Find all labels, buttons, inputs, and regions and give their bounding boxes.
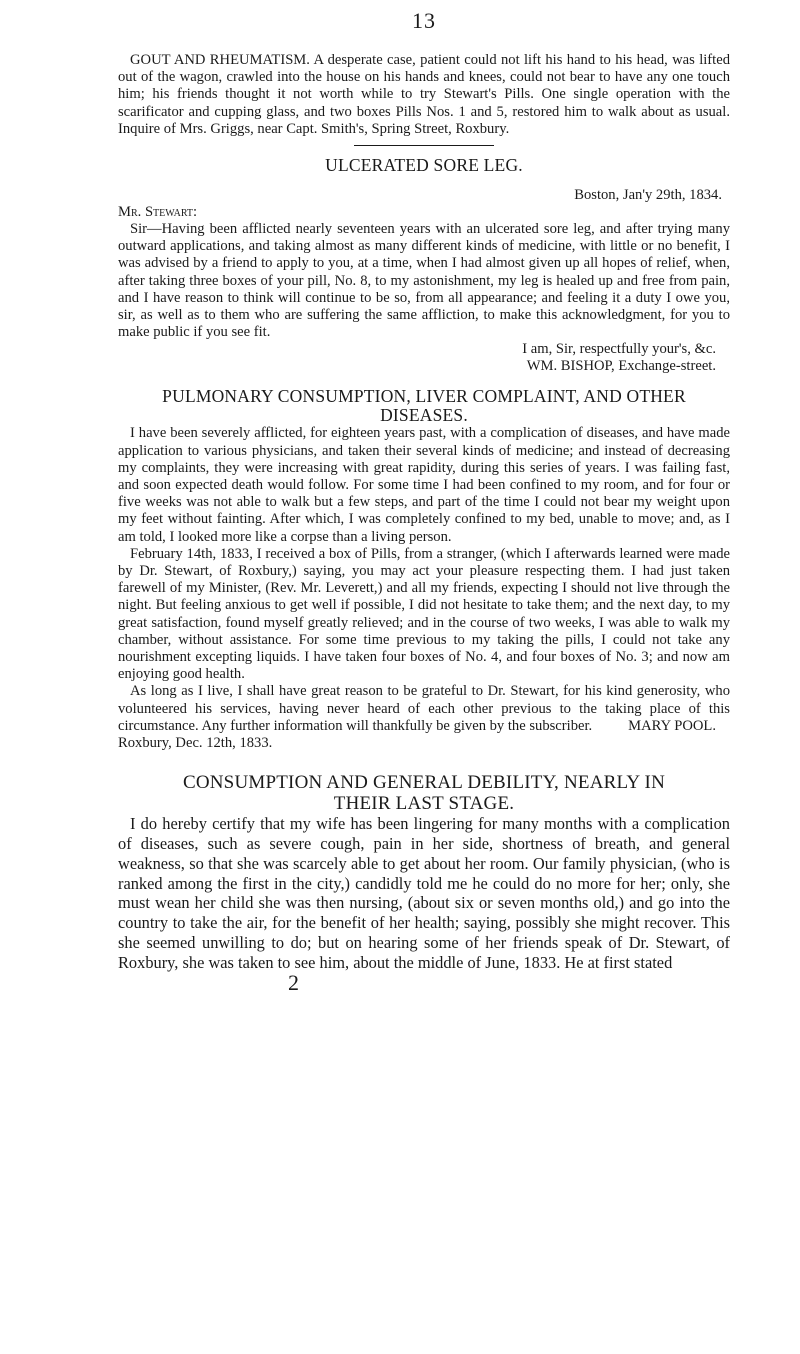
ulcer-salutation: Mr. Stewart: <box>118 204 198 221</box>
pulmonary-para-2: February 14th, 1833, I received a box of Pills, from a stranger, (which I afterwards learned were made by Dr. Stewart, of Roxbury,) saying, you may act your pleasure respecting them. I had just taken farewell of my Minister, (Rev. Mr. Leverett,) and all my friends, expecting I should not live through the night. But feeling anxious to get well if possible, I did not hesitate to take them; and the next day, to my great satisfaction, found myself greatly relieved; and in the course of two weeks, I was able to walk my chamber, without assistance. For some time previous to my taking the pills, I could not take any nourishment excepting liquids. I have taken four boxes of No. 4, and four boxes of No. 3; and now am enjoying good health. <box>118 545 730 683</box>
ulcer-dateline: Boston, Jan'y 29th, 1834. <box>574 187 722 204</box>
section-divider <box>354 145 494 146</box>
gout-testimonial <box>118 52 730 138</box>
pulmonary-para-3 <box>118 683 730 735</box>
ulcer-heading: ULCERATED SORE LEG. <box>325 155 523 176</box>
consumption-heading-line1: CONSUMPTION AND GENERAL DEBILITY, NEARLY IN <box>182 772 666 794</box>
page-number: 13 <box>412 8 436 33</box>
pulmonary-para-3-text: As long as I live, I shall have great reason to be grateful to Dr. Stewart, for his kind generosity, who volunteered his services, having never heard of each other previous to the taking place of this circumstance. Any further information will thankfully be given by the subscriber. <box>118 683 730 734</box>
signature-mark: 2 <box>288 969 299 995</box>
gout-title: GOUT AND RHEUMATISM. <box>130 52 310 68</box>
spacer <box>118 175 730 187</box>
gout-body: A desperate case, patient could not lift his hand to his head, was lifted out of the wagon, crawled into the house on his hands and knees, could not bear to have any one touch him; his friends thought it not worth while to try Stewart's Pills. One single operation with the scarificator and cupping glass, and two boxes Pills Nos. 1 and 5, restored him to walk about as usual. Inquire of Mrs. Griggs, near Capt. Smith's, Spring Street, Roxbury. <box>118 52 730 137</box>
pulmonary-signature: MARY POOL. <box>628 717 716 734</box>
pulmonary-heading-line2: DISEASES. <box>380 405 468 426</box>
pulmonary-para-1: I have been severely afflicted, for eighteen years past, with a complication of diseases, and have made application to various physicians, and taken their several kinds of medicine; and instead of decreasing my complaints, they were increasing with great rapidity, during this series of years. I was failing fast, and soon expected death would follow. For some time I had been confined to my room, and for four or five weeks was not able to walk but a few steps, and part of the time I could not bear my weight upon my feet without fainting. After which, I was completely confined to my bed, unable to move; and, as I am told, I looked more like a corpse than a living person. <box>118 425 730 545</box>
consumption-heading-line2: THEIR LAST STAGE. <box>333 793 515 815</box>
ulcer-body: Sir—Having been afflicted nearly seventeen years with an ulcerated sore leg, and after trying many outward applications, and taking almost as many different kinds of medicine, with little or no benefit, I was advised by a friend to apply to you, at a time, when I had almost given up all hopes of relief, when, after taking three boxes of your pill, No. 8, to my astonishment, my leg is healed up and free from pain, and I have reason to think will continue to be so, from all appearance; and feeling it a duty I owe you, sir, as well as to them who are suffering the same affliction, to make this acknowledgment, for you to make public if you see fit. <box>118 221 730 341</box>
consumption-body: I do hereby certify that my wife has been lingering for many months with a complication of diseases, such as severe cough, pain in her side, shortness of breath, and general weakness, so that she was scarcely able to get about her room. Our family physician, (who is ranked among the first in the city,) candidly told me he could do no more for her; only, she must wean her child she was then nursing, (about six or seven months old,) and go into the country to take the air, for the benefit of her health; saying, possibly she might recover. This she seemed unwilling to do; but on hearing some of her friends speak of Dr. Stewart, of Roxbury, she was taken to see him, about the middle of June, 1833. He at first stated <box>118 814 730 972</box>
ulcer-closing: I am, Sir, respectfully your's, &c. <box>522 341 716 358</box>
spacer <box>118 752 730 772</box>
pulmonary-heading-line1: PULMONARY CONSUMPTION, LIVER COMPLAINT, AND OTHER <box>162 386 686 407</box>
ulcer-signature: WM. BISHOP, Exchange-street. <box>526 358 716 375</box>
pulmonary-place-date: Roxbury, Dec. 12th, 1833. <box>118 735 273 752</box>
